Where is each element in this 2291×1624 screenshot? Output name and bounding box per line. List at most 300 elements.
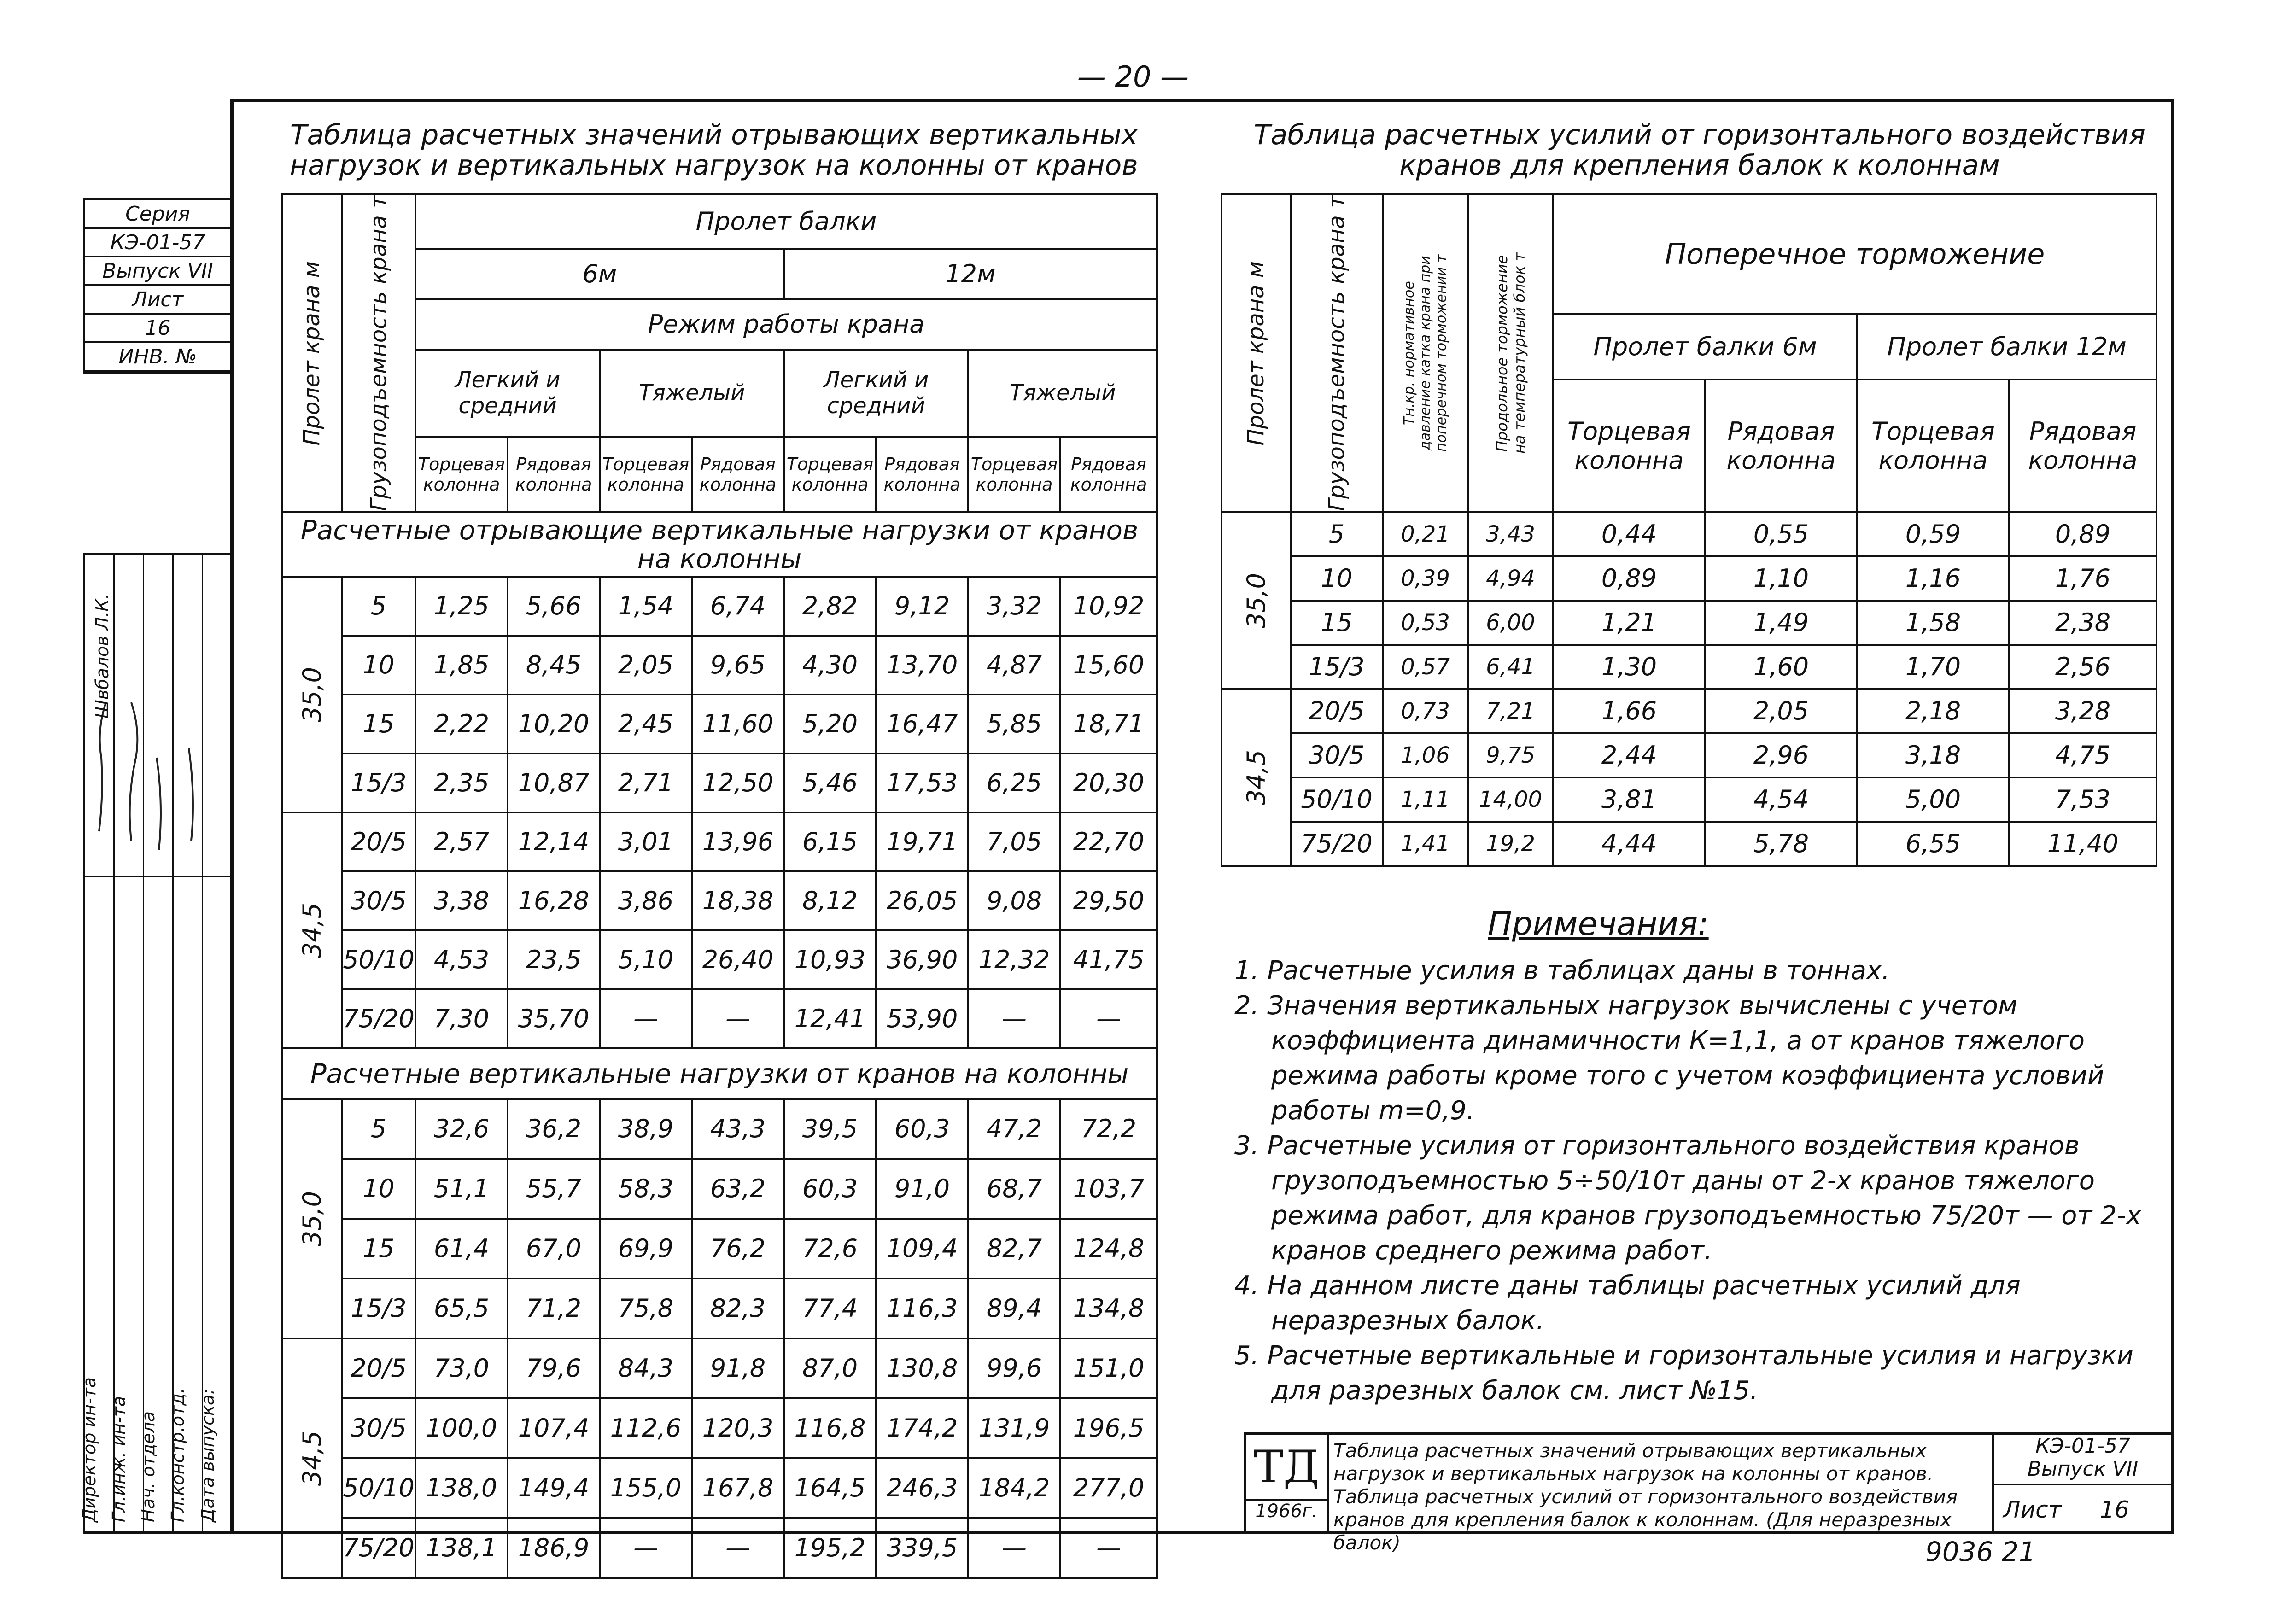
value-cell: 2,57 [415,812,508,871]
capacity-cell: 10 [342,1159,415,1219]
head-light-6: Легкий и средний [415,350,600,437]
value-cell: 4,30 [784,636,876,695]
note-3: 3. Расчетные усилия от горизонтального воздействия кранов грузоподъемностью 5÷50/10т даны от 2-х кранов тяжелого режима работ, для кранов грузоподъемностью 75/20т — от 2-х кранов среднего режима работ. [1234,1131,2141,1266]
value-cell: 26,05 [876,871,968,930]
value-cell: 1,85 [415,636,508,695]
head-end-2: Торцевая колонна [600,437,692,512]
value-cell: 32,6 [415,1099,508,1159]
value-cell: 15,60 [1060,636,1157,695]
value-cell: 0,89 [1553,556,1705,601]
section-2-title: Расчетные вертикальные нагрузки от кранов на колонны [282,1048,1157,1099]
capacity-cell: 15 [342,1219,415,1279]
value-cell: 10,87 [508,754,600,812]
value-cell: 1,76 [2009,556,2157,601]
value-cell: 65,5 [415,1279,508,1338]
capacity-cell: 15 [1291,601,1383,645]
span-cell: 35,0 [1221,512,1291,689]
value-cell: 3,01 [600,812,692,871]
head-row-1: Рядовая колонна [508,437,600,512]
value-cell: — [1060,1518,1157,1578]
value-cell: 16,28 [508,871,600,930]
head-heavy-12: Тяжелый [968,350,1157,437]
table-row [1221,689,2157,733]
value-cell: 73,0 [415,1338,508,1398]
sheet-number: 16 [85,315,230,343]
span-cell: 34,5 [282,1338,342,1578]
section-1-title: Расчетные отрывающие вертикальные нагрузки от кранов на колонны [282,512,1157,577]
span-cell: 35,0 [282,577,342,812]
capacity-cell: 20/5 [342,1338,415,1398]
left-table [281,193,1158,1579]
value-cell: 3,81 [1553,777,1705,822]
value-cell: 167,8 [692,1458,784,1518]
table-row [282,1279,1157,1338]
series-stamp [83,198,230,374]
value-cell: 0,55 [1705,512,1857,556]
value-cell: 13,70 [876,636,968,695]
capacity-cell: 10 [1291,556,1383,601]
value-cell: 6,55 [1857,822,2009,866]
capacity-cell: 50/10 [1291,777,1383,822]
value-cell: 186,9 [508,1518,600,1578]
table-row [1221,601,2157,645]
value-cell: 67,0 [508,1219,600,1279]
value-cell: 47,2 [968,1099,1060,1159]
span-cell: 35,0 [282,1099,342,1338]
value-cell: 13,96 [692,812,784,871]
td-logo [1246,1435,1329,1531]
col-head-span: Пролет крана м [282,194,342,512]
value-cell: 23,5 [508,930,600,989]
notes-title: Примечания: [1488,905,1709,943]
value-cell: 8,12 [784,871,876,930]
table-row [1221,556,2157,601]
left-table-section-1 [282,577,1157,1048]
value-cell: 2,35 [415,754,508,812]
capacity-cell: 50/10 [342,1458,415,1518]
value-cell: 2,71 [600,754,692,812]
head-row-2: Рядовая колонна [692,437,784,512]
value-cell: 195,2 [784,1518,876,1578]
table-row [282,1099,1157,1159]
value-cell: 60,3 [784,1159,876,1219]
capacity-cell: 75/20 [342,1518,415,1578]
capacity-cell: 15 [342,695,415,754]
title-block-series [1992,1435,2172,1485]
value-cell: 4,87 [968,636,1060,695]
table-row [282,1159,1157,1219]
value-cell: 53,90 [876,989,968,1048]
value-cell: 60,3 [876,1099,968,1159]
col-head-capacity: Грузоподъемность крана т [342,194,415,512]
value-cell: 277,0 [1060,1458,1157,1518]
value-cell: — [692,1518,784,1578]
value-cell: 1,10 [1705,556,1857,601]
value-cell: 109,4 [876,1219,968,1279]
head-beam-span: Пролет балки [415,194,1157,249]
value-cell: 18,38 [692,871,784,930]
capacity-cell: 30/5 [342,871,415,930]
value-cell: 12,32 [968,930,1060,989]
head-beam-6: Пролет балки 6м [1553,314,1857,380]
value-cell: 5,10 [600,930,692,989]
value-cell: 246,3 [876,1458,968,1518]
value-cell: 87,0 [784,1338,876,1398]
rhead-end-1: Торцевая колонна [1553,380,1705,512]
value-cell: 89,4 [968,1279,1060,1338]
value-cell: 20,30 [1060,754,1157,812]
rcol-head-norm: Тн.кр. нормативное давление катка крана при поперечном торможении т [1383,194,1468,512]
tb-sheet-number: 16 [2100,1496,2129,1523]
value-cell: 0,59 [1857,512,2009,556]
value-cell: 82,3 [692,1279,784,1338]
head-end-1: Торцевая колонна [415,437,508,512]
table-row [282,754,1157,812]
value-cell: 3,18 [1857,733,2009,777]
value-cell: 0,73 [1383,689,1468,733]
value-cell: 1,06 [1383,733,1468,777]
value-cell: 149,4 [508,1458,600,1518]
value-cell: 1,49 [1705,601,1857,645]
value-cell: 77,4 [784,1279,876,1338]
value-cell: 5,20 [784,695,876,754]
value-cell: 164,5 [784,1458,876,1518]
value-cell: 99,6 [968,1338,1060,1398]
value-cell: 8,45 [508,636,600,695]
value-cell: — [600,989,692,1048]
value-cell: 29,50 [1060,871,1157,930]
value-cell: 7,21 [1468,689,1553,733]
table-row [1221,512,2157,556]
sheet-label: Лист [85,286,230,315]
value-cell: 11,40 [2009,822,2157,866]
table-row [282,1338,1157,1398]
right-table-body [1221,512,2157,866]
value-cell: 2,18 [1857,689,2009,733]
table-row [282,812,1157,871]
capacity-cell: 75/20 [342,989,415,1048]
role-4: Гл.констр.отд. [167,1388,188,1522]
value-cell: 184,2 [968,1458,1060,1518]
value-cell: 35,70 [508,989,600,1048]
value-cell: 69,9 [600,1219,692,1279]
value-cell: 112,6 [600,1398,692,1458]
value-cell: 10,20 [508,695,600,754]
value-cell: 22,70 [1060,812,1157,871]
head-6m: 6м [415,249,784,299]
value-cell: 14,00 [1468,777,1553,822]
value-cell: 155,0 [600,1458,692,1518]
table-row [1221,645,2157,689]
value-cell: 39,5 [784,1099,876,1159]
table-row [282,871,1157,930]
logo-letters: ТД [1253,1441,1320,1493]
left-table-section-2 [282,1099,1157,1578]
value-cell: 51,1 [415,1159,508,1219]
tb-issue: Выпуск VII [2027,1457,2139,1481]
capacity-cell: 75/20 [1291,822,1383,866]
value-cell: — [600,1518,692,1578]
value-cell: 1,25 [415,577,508,636]
value-cell: 6,00 [1468,601,1553,645]
series-code: КЭ-01-57 [85,229,230,257]
title-block-sheet [1992,1485,2172,1531]
value-cell: 91,0 [876,1159,968,1219]
value-cell: 100,0 [415,1398,508,1458]
value-cell: 4,94 [1468,556,1553,601]
value-cell: 1,41 [1383,822,1468,866]
value-cell: 2,05 [600,636,692,695]
value-cell: 0,53 [1383,601,1468,645]
value-cell: 72,6 [784,1219,876,1279]
table-row [282,636,1157,695]
value-cell: 5,66 [508,577,600,636]
left-table-title: Таблица расчетных значений отрывающих вертикальных нагрузок и вертикальных нагрузок на колонны от кранов [290,119,1138,181]
table-row [282,989,1157,1048]
capacity-cell: 10 [342,636,415,695]
value-cell: 9,12 [876,577,968,636]
value-cell: 4,75 [2009,733,2157,777]
head-row-3: Рядовая колонна [876,437,968,512]
value-cell: 4,53 [415,930,508,989]
value-cell: 76,2 [692,1219,784,1279]
logo-year: 1966г. [1246,1499,1327,1522]
head-end-3: Торцевая колонна [784,437,876,512]
value-cell: 7,53 [2009,777,2157,822]
value-cell: 5,85 [968,695,1060,754]
head-beam-12: Пролет балки 12м [1857,314,2157,380]
notes-list [1234,953,2165,1408]
right-table-title: Таблица расчетных усилий от горизонтального воздействия кранов для крепления балок к колоннам [1254,119,2145,181]
rhead-end-2: Торцевая колонна [1857,380,2009,512]
value-cell: 1,58 [1857,601,2009,645]
value-cell: 9,08 [968,871,1060,930]
value-cell: 131,9 [968,1398,1060,1458]
tb-sheet-label: Лист [2003,1496,2062,1523]
capacity-cell: 15/3 [1291,645,1383,689]
value-cell: 7,05 [968,812,1060,871]
value-cell: 2,56 [2009,645,2157,689]
table-row [1221,777,2157,822]
value-cell: 6,25 [968,754,1060,812]
value-cell: 3,43 [1468,512,1553,556]
capacity-cell: 5 [342,1099,415,1159]
value-cell: 19,71 [876,812,968,871]
value-cell: 61,4 [415,1219,508,1279]
value-cell: 36,2 [508,1099,600,1159]
right-table [1221,193,2157,867]
value-cell: 116,8 [784,1398,876,1458]
title-block-text: Таблица расчетных значений отрывающих вертикальных нагрузок и вертикальных нагрузок на колонны от кранов. Таблица расчетных усилий от горизонтального воздействия кранов для крепления балок к колоннам. (Для неразрезных балок) [1333,1439,1958,1554]
value-cell: 75,8 [600,1279,692,1338]
capacity-cell: 5 [1291,512,1383,556]
table-row [282,695,1157,754]
value-cell: 10,93 [784,930,876,989]
value-cell: 0,44 [1553,512,1705,556]
value-cell: 79,6 [508,1338,600,1398]
value-cell: 0,89 [2009,512,2157,556]
table-row [282,1219,1157,1279]
value-cell: 174,2 [876,1398,968,1458]
value-cell: 339,5 [876,1518,968,1578]
capacity-cell: 30/5 [342,1398,415,1458]
head-heavy-6: Тяжелый [600,350,784,437]
value-cell: 3,28 [2009,689,2157,733]
value-cell: 5,46 [784,754,876,812]
role-3: Нач. отдела [138,1411,158,1522]
value-cell: — [1060,989,1157,1048]
value-cell: 103,7 [1060,1159,1157,1219]
value-cell: 43,3 [692,1099,784,1159]
value-cell: 0,39 [1383,556,1468,601]
value-cell: 1,30 [1553,645,1705,689]
value-cell: 4,44 [1553,822,1705,866]
rhead-row-1: Рядовая колонна [1705,380,1857,512]
value-cell: 107,4 [508,1398,600,1458]
value-cell: 71,2 [508,1279,600,1338]
value-cell: 2,22 [415,695,508,754]
value-cell: — [968,989,1060,1048]
series-label: Серия [85,200,230,229]
head-row-4: Рядовая колонна [1060,437,1157,512]
value-cell: 6,74 [692,577,784,636]
value-cell: 12,41 [784,989,876,1048]
head-end-4: Торцевая колонна [968,437,1060,512]
value-cell: 196,5 [1060,1398,1157,1458]
value-cell: 1,66 [1553,689,1705,733]
value-cell: 130,8 [876,1338,968,1398]
value-cell: 3,32 [968,577,1060,636]
capacity-cell: 20/5 [1291,689,1383,733]
value-cell: 3,38 [415,871,508,930]
value-cell: 72,2 [1060,1099,1157,1159]
value-cell: 58,3 [600,1159,692,1219]
head-light-12: Легкий и средний [784,350,968,437]
role-2: Гл.инж. ин-та [108,1396,129,1522]
table-row [282,1398,1157,1458]
value-cell: 138,0 [415,1458,508,1518]
value-cell: 84,3 [600,1338,692,1398]
head-mode: Режим работы крана [415,299,1157,349]
issue-label: Выпуск VII [85,257,230,286]
archive-number: 9036 21 [1925,1536,2036,1567]
name2-1: Швбалов Л.К. [92,593,112,719]
value-cell: 6,41 [1468,645,1553,689]
table-row [282,577,1157,636]
value-cell: 0,57 [1383,645,1468,689]
value-cell: 138,1 [415,1518,508,1578]
value-cell: 1,60 [1705,645,1857,689]
inventory-number: ИНВ. № [85,343,230,372]
rcol-head-span: Пролет крана м [1221,194,1291,512]
role-1: Директор ин-та [79,1377,99,1522]
value-cell: 151,0 [1060,1338,1157,1398]
capacity-cell: 5 [342,577,415,636]
value-cell: 2,45 [600,695,692,754]
capacity-cell: 30/5 [1291,733,1383,777]
value-cell: 6,15 [784,812,876,871]
value-cell: 82,7 [968,1219,1060,1279]
value-cell: 9,75 [1468,733,1553,777]
value-cell: 11,60 [692,695,784,754]
value-cell: 120,3 [692,1398,784,1458]
head-12m: 12м [784,249,1157,299]
span-cell: 34,5 [1221,689,1291,866]
value-cell: 3,86 [600,871,692,930]
value-cell: 116,3 [876,1279,968,1338]
value-cell: 9,65 [692,636,784,695]
value-cell: 26,40 [692,930,784,989]
value-cell: 5,00 [1857,777,2009,822]
value-cell: 1,54 [600,577,692,636]
tb-series: КЭ-01-57 [2035,1434,2130,1458]
head-cross-braking: Поперечное торможение [1553,194,2157,314]
rcol-head-long: Продольное торможение на температурный блок т [1468,194,1553,512]
value-cell: 2,05 [1705,689,1857,733]
value-cell: 2,44 [1553,733,1705,777]
value-cell: 1,11 [1383,777,1468,822]
value-cell: 4,54 [1705,777,1857,822]
rcol-head-capacity: Грузоподъемность крана т [1291,194,1383,512]
value-cell: 91,8 [692,1338,784,1398]
value-cell: 1,16 [1857,556,2009,601]
value-cell: 63,2 [692,1159,784,1219]
value-cell: 0,21 [1383,512,1468,556]
value-cell: 18,71 [1060,695,1157,754]
table-row [282,930,1157,989]
rhead-row-2: Рядовая колонна [2009,380,2157,512]
value-cell: 38,9 [600,1099,692,1159]
value-cell: 7,30 [415,989,508,1048]
page-number: — 20 — [1077,60,1189,93]
role-5: Дата выпуска: [198,1388,218,1522]
value-cell: 10,92 [1060,577,1157,636]
note-2: 2. Значения вертикальных нагрузок вычислены с учетом коэффициента динамичности К=1,1, а от кранов тяжелого режима работы кроме того с учетом коэффициента условий работы m=0,9. [1234,991,2104,1126]
table-row [1221,733,2157,777]
table-row [282,1458,1157,1518]
capacity-cell: 15/3 [342,1279,415,1338]
value-cell: 36,90 [876,930,968,989]
note-4: 4. На данном листе даны таблицы расчетных усилий для неразрезных балок. [1234,1271,2021,1336]
value-cell: 68,7 [968,1159,1060,1219]
value-cell: 2,96 [1705,733,1857,777]
note-5: 5. Расчетные вертикальные и горизонтальные усилия и нагрузки для разрезных балок см. лист №15. [1234,1341,2133,1406]
value-cell: — [968,1518,1060,1578]
value-cell: 17,53 [876,754,968,812]
value-cell: 5,78 [1705,822,1857,866]
value-cell: 12,14 [508,812,600,871]
value-cell: 16,47 [876,695,968,754]
value-cell: 124,8 [1060,1219,1157,1279]
value-cell: 12,50 [692,754,784,812]
value-cell: 2,38 [2009,601,2157,645]
value-cell: 2,82 [784,577,876,636]
value-cell: — [692,989,784,1048]
note-1: 1. Расчетные усилия в таблицах даны в тоннах. [1234,956,1890,986]
capacity-cell: 15/3 [342,754,415,812]
table-row [1221,822,2157,866]
table-row [282,1518,1157,1578]
capacity-cell: 50/10 [342,930,415,989]
value-cell: 55,7 [508,1159,600,1219]
value-cell: 19,2 [1468,822,1553,866]
value-cell: 1,21 [1553,601,1705,645]
value-cell: 134,8 [1060,1279,1157,1338]
span-cell: 34,5 [282,812,342,1048]
value-cell: 1,70 [1857,645,2009,689]
capacity-cell: 20/5 [342,812,415,871]
value-cell: 41,75 [1060,930,1157,989]
